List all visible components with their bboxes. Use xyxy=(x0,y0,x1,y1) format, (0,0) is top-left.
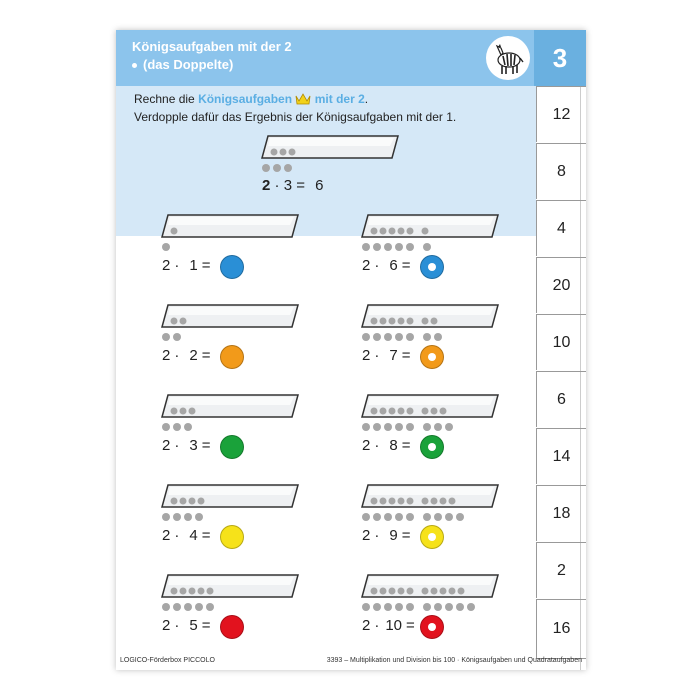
answer-ring-slot[interactable] xyxy=(420,345,444,369)
title-line-2: (das Doppelte) xyxy=(143,57,234,72)
equals: = xyxy=(201,527,211,544)
instruction-highlight-mit2: mit der 2 xyxy=(314,92,365,106)
dot-strip xyxy=(160,303,300,329)
worksheet-card xyxy=(116,30,586,670)
answer-tab[interactable]: 8 xyxy=(536,143,586,199)
operator: · xyxy=(174,527,180,544)
instruction-highlight-koenig: Königsaufgaben xyxy=(198,92,293,106)
equation xyxy=(362,257,414,274)
equation xyxy=(362,437,414,454)
instruction-text xyxy=(134,92,456,125)
factor-a: 2 xyxy=(362,437,371,454)
dot-strip xyxy=(160,573,300,599)
answer-tab[interactable]: 18 xyxy=(536,485,586,541)
factor-b: 5 xyxy=(189,617,198,634)
ruler-ticks xyxy=(580,86,586,670)
dot-row xyxy=(162,603,214,611)
dot-row xyxy=(362,423,453,431)
dot-strip xyxy=(360,303,500,329)
equation xyxy=(162,617,214,634)
dot-row xyxy=(162,513,203,521)
title-line-2-row xyxy=(132,56,292,74)
answer-color-slot[interactable] xyxy=(220,255,244,279)
answer-ring-slot[interactable] xyxy=(420,615,444,639)
equals: = xyxy=(201,617,211,634)
page-number-badge: 3 xyxy=(534,30,586,86)
answer-color-slot[interactable] xyxy=(220,525,244,549)
factor-b: 7 xyxy=(389,347,398,364)
dot-strip xyxy=(160,483,300,509)
factor-a: 2 xyxy=(162,257,171,274)
equals: = xyxy=(401,527,411,544)
answer-color-slot[interactable] xyxy=(220,435,244,459)
answer-color-slot[interactable] xyxy=(220,345,244,369)
factor-a: 2 xyxy=(162,437,171,454)
equation xyxy=(162,437,214,454)
equals: = xyxy=(201,257,211,274)
instruction-prefix: Rechne die xyxy=(134,92,195,106)
footer-right: 3393 – Multiplikation und Division bis 100 · Königsaufgaben und Quadrataufgaben xyxy=(326,657,582,664)
dot-strip xyxy=(160,213,300,239)
factor-b: 1 xyxy=(189,257,198,274)
zebra-icon xyxy=(486,36,530,80)
factor-b: 4 xyxy=(189,527,198,544)
equation xyxy=(162,257,214,274)
dot-strip xyxy=(360,573,500,599)
answer-tab[interactable]: 2 xyxy=(536,542,586,598)
answer-tab[interactable]: 20 xyxy=(536,257,586,313)
factor-a: 2 xyxy=(362,527,371,544)
factor-b: 10 xyxy=(385,617,403,634)
factor-a: 2 xyxy=(162,617,171,634)
answer-ring-slot[interactable] xyxy=(420,435,444,459)
factor-b: 2 xyxy=(189,347,198,364)
bullet-dot xyxy=(132,63,137,68)
instruction-line-1 xyxy=(134,92,456,110)
answer-tab[interactable]: 4 xyxy=(536,200,586,256)
factor-b: 8 xyxy=(389,437,398,454)
dot-strip xyxy=(160,393,300,419)
factor-b: 3 xyxy=(189,437,198,454)
answer-ring-slot[interactable] xyxy=(420,525,444,549)
dot-row xyxy=(162,423,192,431)
equals: = xyxy=(401,257,411,274)
equation xyxy=(362,617,419,634)
dot-row xyxy=(362,333,442,341)
example-factor-b: 3 xyxy=(283,177,293,194)
equals: = xyxy=(401,437,411,454)
operator: · xyxy=(374,527,380,544)
dot-row xyxy=(362,243,431,251)
equals: = xyxy=(201,437,211,454)
answer-color-slot[interactable] xyxy=(220,615,244,639)
dot-row xyxy=(162,243,170,251)
example-factor-a: 2 xyxy=(262,177,271,194)
operator: · xyxy=(174,437,180,454)
factor-b: 9 xyxy=(389,527,398,544)
dot-strip xyxy=(360,393,500,419)
factor-a: 2 xyxy=(162,347,171,364)
answer-tab[interactable]: 16 xyxy=(536,599,586,659)
answer-ring-slot[interactable] xyxy=(420,255,444,279)
answer-tab[interactable]: 6 xyxy=(536,371,586,427)
equals: = xyxy=(406,617,415,634)
operator: · xyxy=(374,347,380,364)
equation xyxy=(162,527,214,544)
operator: · xyxy=(374,437,380,454)
example-equals: = xyxy=(296,177,305,194)
equation xyxy=(362,527,414,544)
factor-b: 6 xyxy=(389,257,398,274)
dot-row xyxy=(362,513,464,521)
footer-left: LOGICO-Förderbox PICCOLO xyxy=(120,657,215,664)
header-bar xyxy=(116,30,586,86)
crown-icon xyxy=(295,93,311,110)
equation xyxy=(162,347,214,364)
answer-tab[interactable]: 12 xyxy=(536,86,586,142)
operator: · xyxy=(174,257,180,274)
answer-tab[interactable]: 10 xyxy=(536,314,586,370)
operator: · xyxy=(174,347,180,364)
worksheet-title xyxy=(132,38,292,74)
operator: · xyxy=(374,257,380,274)
factor-a: 2 xyxy=(362,347,371,364)
example-equation xyxy=(262,177,323,194)
operator: · xyxy=(174,617,180,634)
factor-a: 2 xyxy=(362,257,371,274)
instruction-suffix: . xyxy=(364,92,369,106)
equals: = xyxy=(201,347,211,364)
example-strip xyxy=(260,134,400,160)
factor-a: 2 xyxy=(362,617,371,634)
dot-strip xyxy=(360,213,500,239)
example-result: 6 xyxy=(315,177,324,194)
answer-tab-column xyxy=(536,86,586,670)
dot-row xyxy=(162,333,181,341)
answer-tab[interactable]: 14 xyxy=(536,428,586,484)
factor-a: 2 xyxy=(162,527,171,544)
example-operator: · xyxy=(274,177,280,194)
dot-row xyxy=(362,603,475,611)
example-dots xyxy=(262,164,292,172)
equals: = xyxy=(401,347,411,364)
equation xyxy=(362,347,414,364)
operator: · xyxy=(374,617,380,634)
title-line-1: Königsaufgaben mit der 2 xyxy=(132,39,292,54)
dot-strip xyxy=(360,483,500,509)
instruction-line-2: Verdopple dafür das Ergebnis der Königsaufgaben mit der 1. xyxy=(134,110,457,124)
